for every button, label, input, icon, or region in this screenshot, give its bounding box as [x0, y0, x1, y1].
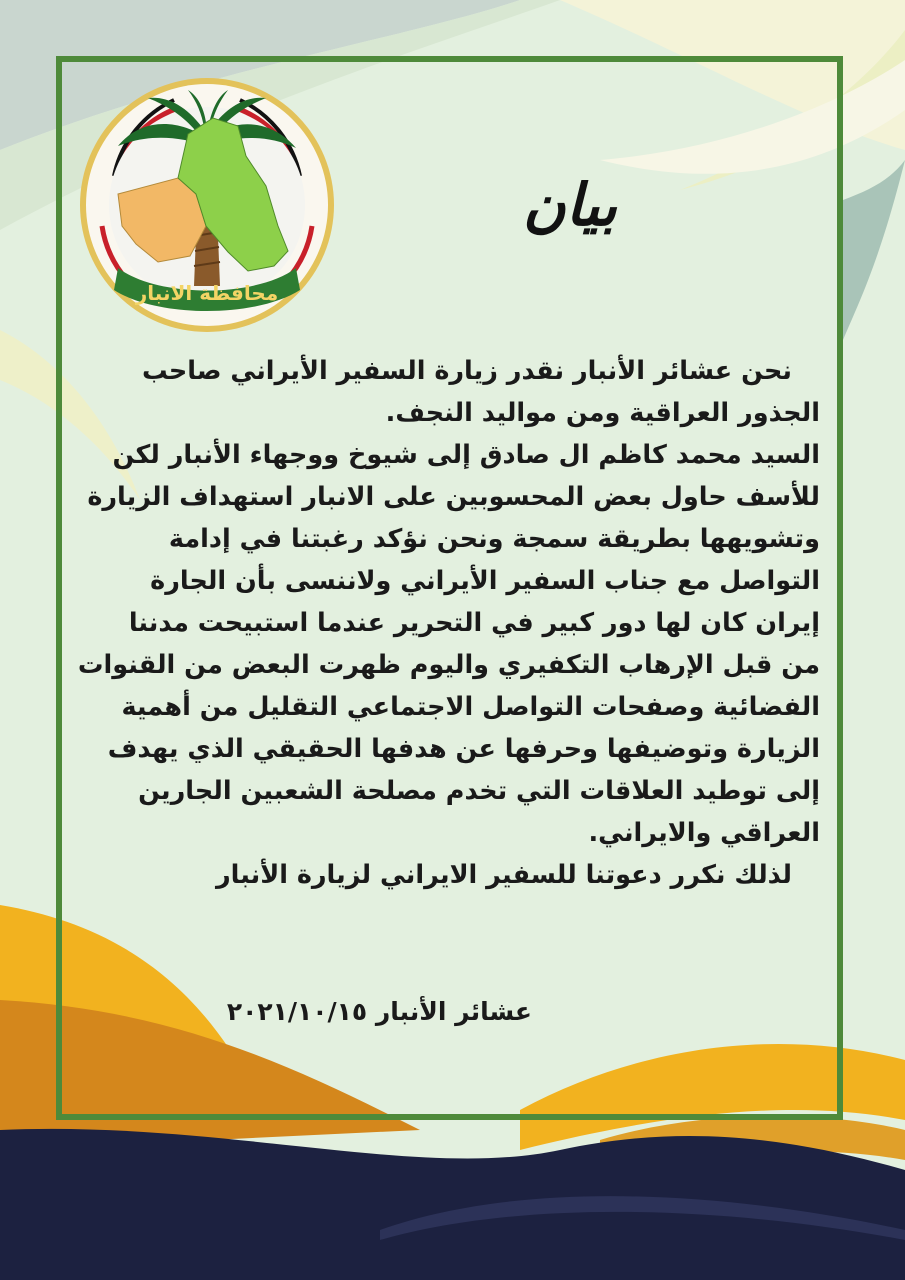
statement-line: للأسف حاول بعض المحسوبين على الانبار استهداف الزيارة — [87, 482, 820, 512]
statement-line: إلى توطيد العلاقات التي تخدم مصلحة الشعبين الجارين — [138, 776, 820, 806]
statement-line: السيد محمد كاظم ال صادق إلى شيوخ ووجهاء الأنبار لكن — [112, 440, 820, 470]
logo-ribbon-text: محافظة الانبار — [135, 281, 279, 305]
statement-line: نحن عشائر الأنبار نقدر زيارة السفير الأيراني صاحب — [141, 356, 792, 386]
statement-line: الفضائية وصفحات التواصل الاجتماعي التقليل من أهمية — [121, 692, 820, 722]
statement-closing-line: لذلك نكرر دعوتنا للسفير الايراني لزيارة الأنبار — [215, 860, 792, 890]
statement-body — [77, 350, 820, 896]
statement-line: إيران كان لها دور كبير في التحرير عندما استبيحت مدننا — [128, 608, 820, 638]
document-title: بيان — [523, 171, 617, 239]
statement-line: من قبل الإرهاب التكفيري واليوم ظهرت البعض من القنوات — [77, 650, 820, 680]
statement-line: العراقي والايراني. — [588, 818, 820, 848]
signature-and-date: عشائر الأنبار ٢٠٢١/١٠/١٥ — [226, 997, 532, 1026]
al-anbar-governorate-logo — [78, 76, 336, 334]
statement-line: الزيارة وتوضيفها وحرفها عن هدفها الحقيقي الذي يهدف — [107, 734, 820, 764]
statement-line: وتشويهها بطريقة سمجة ونحن نؤكد رغبتنا في إدامة — [168, 524, 820, 554]
statement-line: التواصل مع جناب السفير الأيراني ولاننسى بأن الجارة — [150, 566, 820, 596]
statement-line: الجذور العراقية ومن مواليد النجف. — [385, 398, 820, 428]
